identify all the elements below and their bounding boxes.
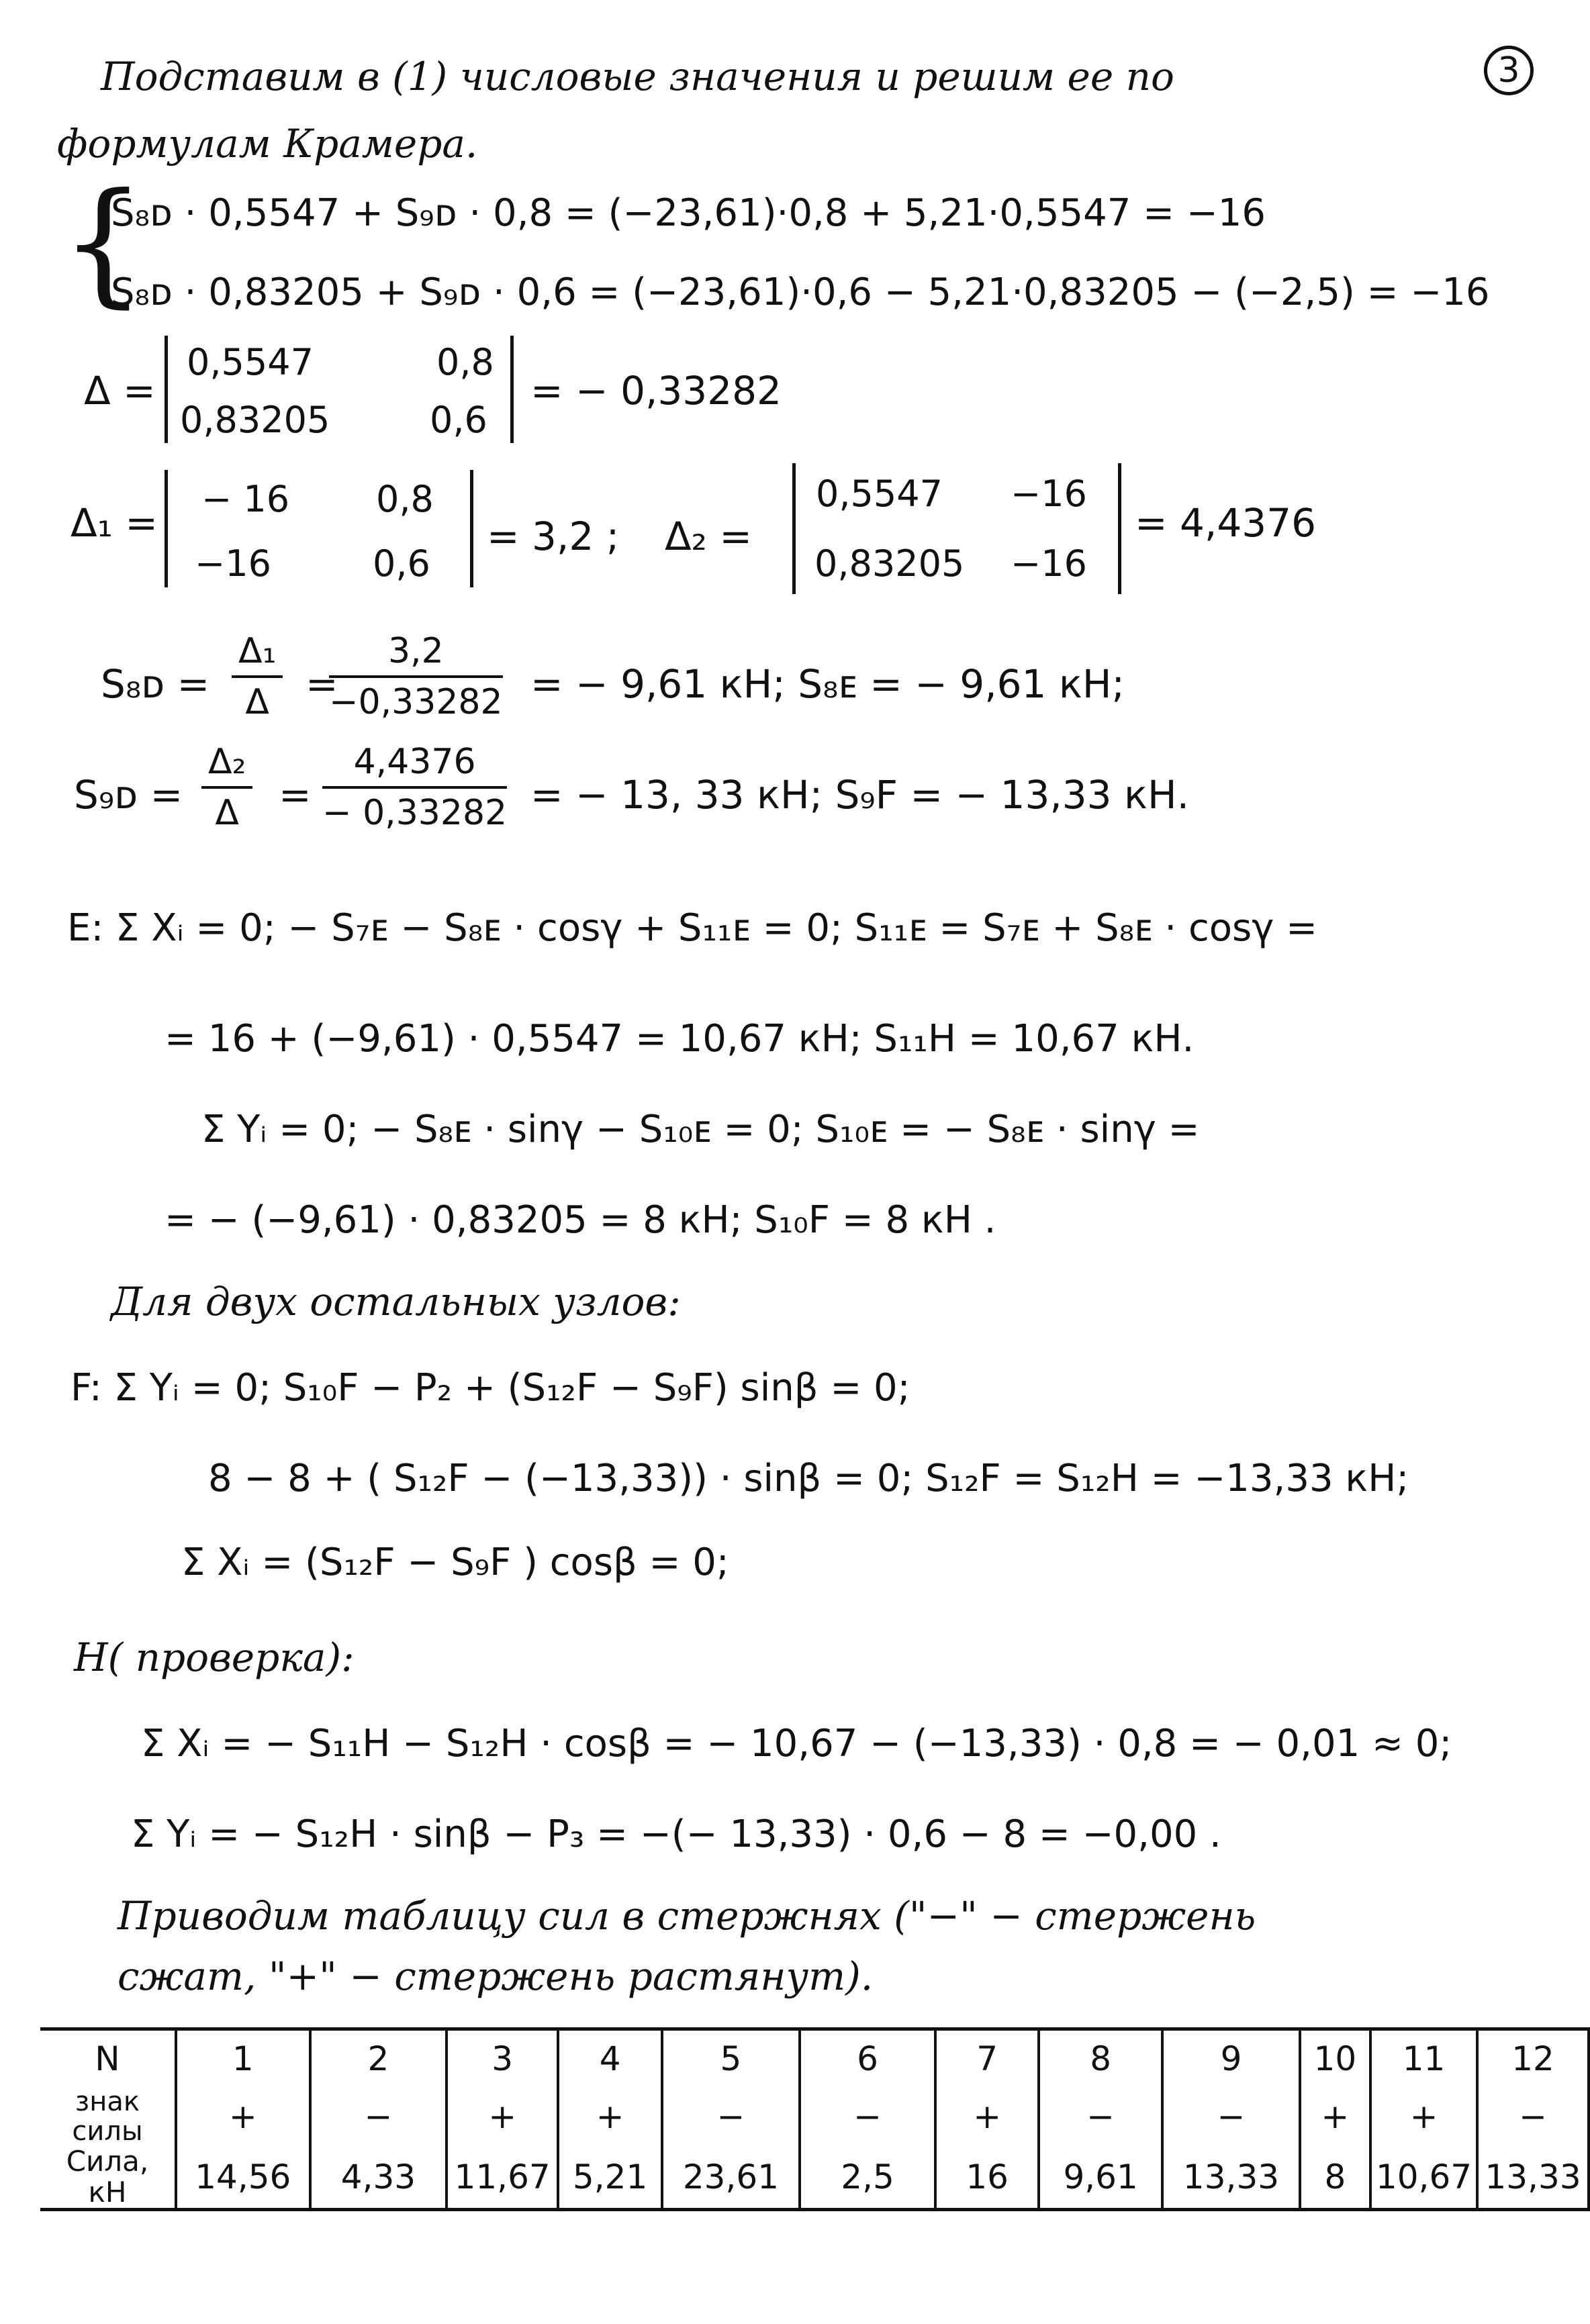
delta2-matrix (792, 463, 1121, 594)
s8-f2-numerator: 3,2 (329, 631, 503, 678)
delta1-a11: − 16 (201, 478, 290, 520)
s9-fraction-symbolic (201, 742, 252, 833)
delta2-result: = 4,4376 (1135, 500, 1316, 546)
cell-force-7: 16 (935, 2146, 1039, 2210)
delta-a22: 0,6 (430, 399, 487, 441)
cell-force-2: 4,33 (310, 2146, 447, 2210)
delta-a21: 0,83205 (180, 399, 330, 441)
delta1-a22: 0,6 (373, 542, 430, 585)
system-brace: { (60, 164, 146, 321)
delta1-matrix (165, 470, 473, 587)
delta-a12: 0,8 (436, 341, 494, 383)
remaining-nodes-heading: Для двух остальных узлов: (111, 1279, 681, 1324)
cell-n-11: 11 (1370, 2029, 1477, 2088)
s8-tail: = − 9,61 кН; S₈ᴇ = − 9,61 кН; (530, 661, 1125, 707)
delta2-label: Δ₂ = (665, 514, 752, 559)
cell-n-8: 8 (1039, 2029, 1162, 2088)
table-row-forces (40, 2146, 1589, 2210)
row-label-sign: знак силы (72, 2086, 143, 2147)
cell-force-5: 23,61 (662, 2146, 800, 2210)
cell-force-11: 10,67 (1370, 2146, 1477, 2210)
s9-tail: = − 13, 33 кН; S₉F = − 13,33 кН. (530, 772, 1190, 818)
cell-n-10: 10 (1300, 2029, 1370, 2088)
s9-eq-sign: = (279, 772, 312, 818)
cell-sign-4: + (558, 2087, 662, 2146)
table-intro-line-2: сжат, "+" − стержень растянут). (118, 1953, 874, 1999)
node-f-sum-x: Σ Xᵢ = (S₁₂F − S₉F ) cosβ = 0; (181, 1541, 729, 1584)
cell-force-6: 2,5 (800, 2146, 936, 2210)
s8-fraction-numeric (329, 631, 503, 722)
table-row-numbers (40, 2029, 1589, 2088)
cell-sign-10: + (1300, 2087, 1370, 2146)
s9-f1-numerator: Δ₂ (201, 742, 252, 789)
system-equation-1: S₈ᴅ · 0,5547 + S₉ᴅ · 0,8 = (−23,61)·0,8 + 5,21·0,5547 = −16 (111, 191, 1266, 235)
cell-n-12: 12 (1477, 2029, 1589, 2088)
delta2-a12: −16 (1011, 473, 1087, 515)
node-e-sum-y: Σ Yᵢ = 0; − S₈ᴇ · sinγ − S₁₀ᴇ = 0; S₁₀ᴇ = − S₈ᴇ · sinγ = (201, 1108, 1200, 1151)
cell-force-12: 13,33 (1477, 2146, 1589, 2210)
cell-sign-1: + (176, 2087, 310, 2146)
s8-f2-denominator: −0,33282 (329, 682, 503, 722)
delta2-a22: −16 (1011, 542, 1087, 585)
s9-f2-numerator: 4,4376 (322, 742, 507, 789)
cell-force-4: 5,21 (558, 2146, 662, 2210)
node-f-sum-y: F: Σ Yᵢ = 0; S₁₀F − P₂ + (S₁₂F − S₉F) sinβ = 0; (71, 1366, 910, 1410)
cell-sign-6: − (800, 2087, 936, 2146)
cell-sign-8: − (1039, 2087, 1162, 2146)
table-row-signs (40, 2087, 1589, 2146)
s9-f1-denominator: Δ (215, 793, 239, 833)
cell-n-1: 1 (176, 2029, 310, 2088)
cell-n-2: 2 (310, 2029, 447, 2088)
cell-force-8: 9,61 (1039, 2146, 1162, 2210)
cell-force-3: 11,67 (447, 2146, 558, 2210)
system-equation-2: S₈ᴅ · 0,83205 + S₉ᴅ · 0,6 = (−23,61)·0,6 − 5,21·0,83205 − (−2,5) = −16 (111, 271, 1490, 314)
row-label-n: N (40, 2029, 176, 2088)
node-h-sum-y: Σ Yᵢ = − S₁₂H · sinβ − P₃ = −(− 13,33) · 0,6 − 8 = −0,00 . (131, 1812, 1221, 1856)
s9-lhs: S₉ᴅ = (74, 772, 183, 818)
cell-sign-5: − (662, 2087, 800, 2146)
intro-line-1: Подставим в (1) числовые значения и решим ее по (101, 54, 1174, 99)
cell-force-1: 14,56 (176, 2146, 310, 2210)
cell-n-7: 7 (935, 2029, 1039, 2088)
cell-force-10: 8 (1300, 2146, 1370, 2210)
delta1-a21: −16 (195, 542, 271, 585)
s8-eq-sign: = (306, 661, 338, 707)
cell-n-4: 4 (558, 2029, 662, 2088)
cell-n-5: 5 (662, 2029, 800, 2088)
cell-n-9: 9 (1162, 2029, 1300, 2088)
node-e-sum-x: Е: Σ Xᵢ = 0; − S₇ᴇ − S₈ᴇ · cosγ + S₁₁ᴇ = 0; S₁₁ᴇ = S₇ᴇ + S₈ᴇ · cosγ = (67, 906, 1318, 950)
delta2-a11: 0,5547 (816, 473, 943, 515)
intro-line-2: формулам Крамера. (57, 121, 478, 166)
node-e-s10: = − (−9,61) · 0,83205 = 8 кН; S₁₀F = 8 кН . (165, 1198, 996, 1242)
node-e-s11: = 16 + (−9,61) · 0,5547 = 10,67 кН; S₁₁H = 10,67 кН. (165, 1017, 1195, 1061)
cell-n-3: 3 (447, 2029, 558, 2088)
s9-fraction-numeric (322, 742, 507, 833)
cell-force-9: 13,33 (1162, 2146, 1300, 2210)
cell-sign-9: − (1162, 2087, 1300, 2146)
force-table (40, 2027, 1590, 2211)
row-label-force: Сила, кН (40, 2146, 176, 2210)
s9-f2-denominator: − 0,33282 (322, 793, 508, 833)
delta-matrix (165, 336, 514, 443)
delta-label: Δ = (84, 368, 156, 414)
cell-sign-2: − (310, 2087, 447, 2146)
s8-f1-denominator: Δ (245, 682, 269, 722)
cell-n-6: 6 (800, 2029, 936, 2088)
s8-lhs: S₈ᴅ = (101, 661, 210, 707)
cell-sign-11: + (1370, 2087, 1477, 2146)
delta1-a12: 0,8 (376, 478, 434, 520)
cell-sign-7: + (935, 2087, 1039, 2146)
node-h-sum-x: Σ Xᵢ = − S₁₁H − S₁₂H · cosβ = − 10,67 − (−13,33) · 0,8 = − 0,01 ≈ 0; (141, 1722, 1452, 1765)
node-f-s12: 8 − 8 + ( S₁₂F − (−13,33)) · sinβ = 0; S₁₂F = S₁₂H = −13,33 кН; (208, 1457, 1409, 1500)
node-h-heading: H( проверка): (74, 1635, 355, 1680)
s8-fraction-symbolic (232, 631, 283, 722)
cell-sign-3: + (447, 2087, 558, 2146)
delta-a11: 0,5547 (187, 341, 314, 383)
delta-result: = − 0,33282 (530, 368, 782, 414)
delta1-label: Δ₁ = (71, 500, 158, 546)
s8-f1-numerator: Δ₁ (232, 631, 283, 678)
table-intro-line-1: Приводим таблицу сил в стержнях ("−" − стержень (118, 1893, 1256, 1939)
page-number: 3 (1484, 46, 1534, 95)
cell-sign-12: − (1477, 2087, 1589, 2146)
delta1-result: = 3,2 ; (487, 514, 620, 559)
delta2-a21: 0,83205 (814, 542, 965, 585)
